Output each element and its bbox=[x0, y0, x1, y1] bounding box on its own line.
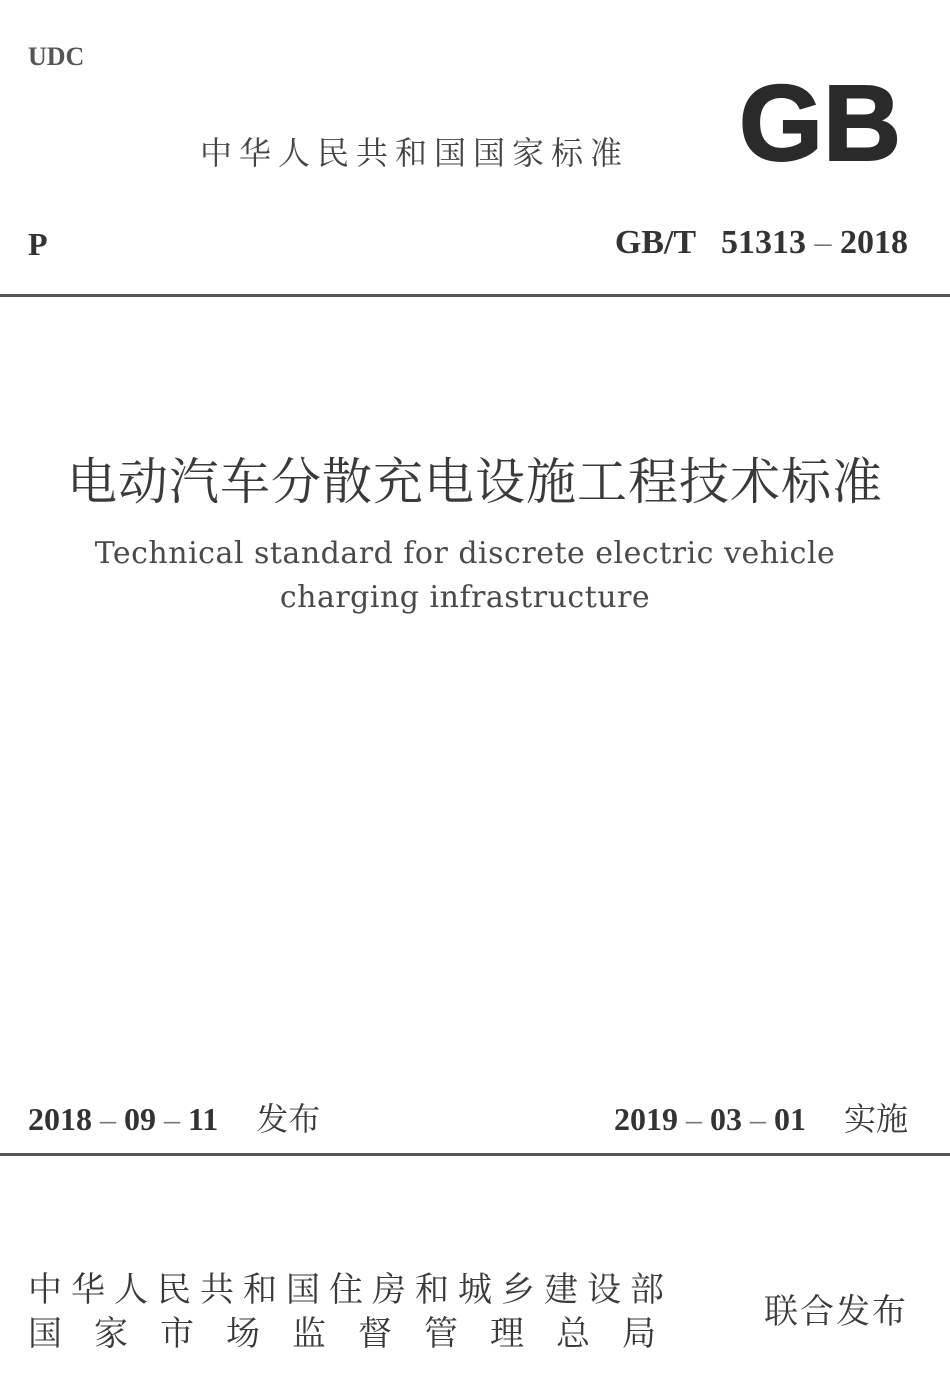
title-english-line2: charging infrastructure bbox=[279, 580, 651, 615]
gb-logo-text: GB bbox=[739, 72, 901, 168]
implement-day: 01 bbox=[773, 1101, 806, 1137]
publish-date: 2018 – 09 – 11 发布 bbox=[28, 1100, 321, 1138]
issuer-administration: 国家市场监督管理总局 bbox=[28, 1314, 688, 1354]
joint-issue-label: 联合发布 bbox=[764, 1292, 908, 1332]
publish-label: 发布 bbox=[256, 1100, 321, 1138]
implement-date: 2019 – 03 – 01 实施 bbox=[613, 1100, 908, 1138]
publish-year: 2018 bbox=[28, 1101, 92, 1137]
implement-year: 2019 bbox=[613, 1101, 678, 1137]
code-prefix: GB/T bbox=[614, 224, 696, 261]
issuer-ministry: 中华人民共和国住房和城乡建设部 bbox=[28, 1270, 673, 1310]
publish-month: 09 bbox=[124, 1101, 156, 1137]
code-year: 2018 bbox=[840, 224, 908, 261]
code-number: 51313 bbox=[721, 224, 806, 261]
bottom-divider bbox=[0, 1153, 950, 1156]
implement-label: 实施 bbox=[843, 1100, 908, 1138]
publish-day: 11 bbox=[188, 1101, 219, 1137]
classification-code: P bbox=[28, 226, 48, 262]
standard-type-title: 中华人民共和国国家标准 bbox=[200, 134, 630, 172]
udc-label: UDC bbox=[28, 42, 85, 71]
top-divider bbox=[0, 294, 950, 297]
standard-code: GB/T 51313 – 2018 bbox=[614, 224, 908, 261]
title-chinese: 电动汽车分散充电设施工程技术标准 bbox=[67, 453, 883, 511]
implement-month: 03 bbox=[709, 1101, 742, 1137]
gb-logo-icon bbox=[730, 72, 910, 168]
title-english-line1: Technical standard for discrete electric vehicle bbox=[94, 536, 836, 571]
